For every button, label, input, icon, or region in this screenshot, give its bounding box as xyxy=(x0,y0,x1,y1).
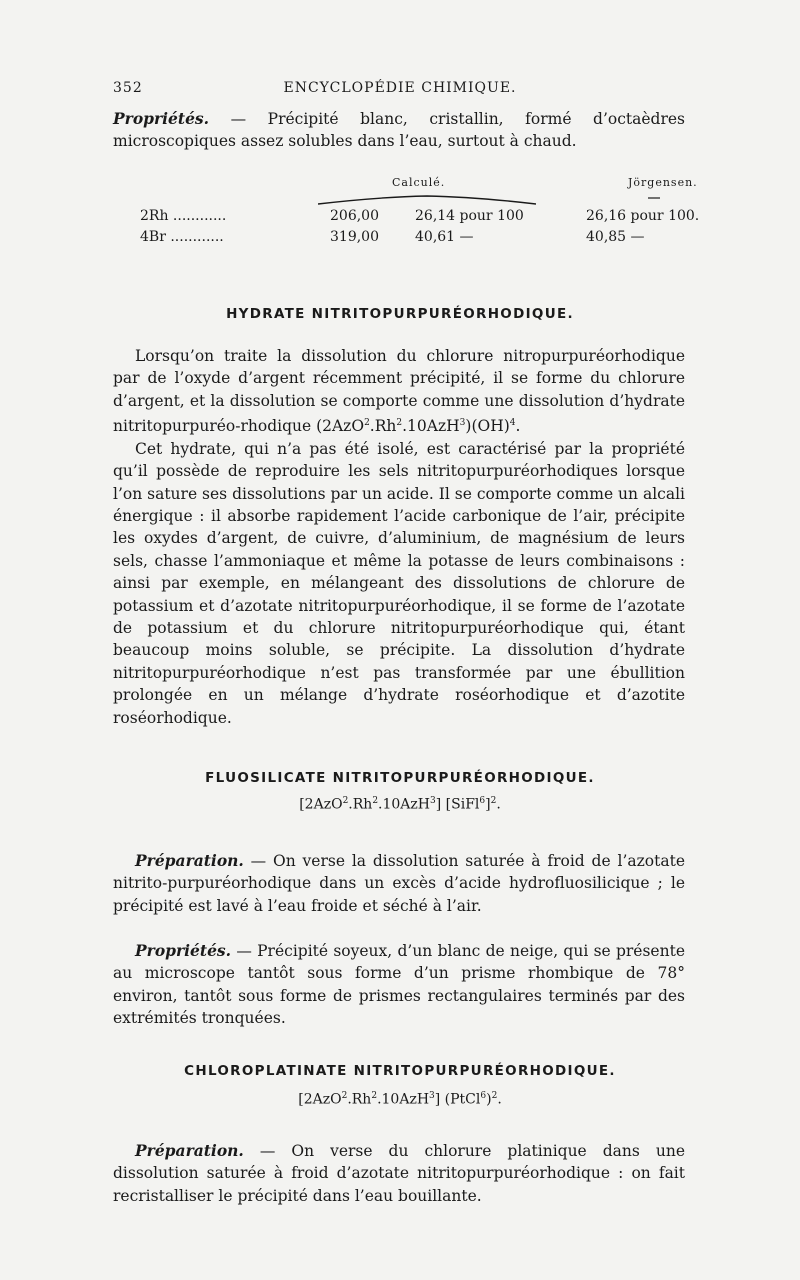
preparation-lead: Préparation. xyxy=(135,1141,244,1160)
intro-paragraph xyxy=(113,108,685,153)
fluosilicate-preparation xyxy=(113,850,685,917)
hydrate-paragraph-2: Cet hydrate, qui n’a pas été isolé, est caractérisé par la propriété qu’il possède de reproduire les sels nitritopurpuréorhodiques lorsque l’on sature ses dissolutions par un acide. Il se comporte comme un alcali énergique : il absorbe rapidement l’acide carbonique de l’air, précipite les oxydes d’argent, de cuivre, d’aluminium, de magnésium de leurs sels, chasse l’ammoniaque et même la potasse de leurs combinaisons : ainsi par exemple, en mélangeant des dissolutions de chlorure de potassium et d’azotate nitritopurpuréorhodique, il se forme de l’azotate de potassium et du chlorure nitritopurpuréorhodique qui, étant beaucoup moins soluble, se précipite. La dissolution d’hydrate nitritopurpuréorhodique n’est pas transformée par une ébullition prolongée en un mélange d’hydrate roséorhodique et d’azotite roséorhodique. xyxy=(113,439,685,727)
text-segment: )(OH) xyxy=(465,417,510,436)
intro-lead: Propriétés. xyxy=(113,109,210,128)
properties-lead: Propriétés. xyxy=(135,941,232,960)
formula-fluosilicate xyxy=(0,796,800,813)
superscript: 4 xyxy=(509,418,516,429)
table-cell: 26,14 pour 100 xyxy=(415,208,524,224)
intro-text: — Précipité blanc, cristallin, formé d’octaèdres microscopiques assez solubles dans l’eau, surtout à chaud. xyxy=(113,110,685,151)
superscript: 2 xyxy=(341,1091,348,1101)
brace-divider xyxy=(318,195,536,205)
page-number: 352 xyxy=(113,80,143,96)
table-cell: 319,00 xyxy=(330,229,379,245)
table-head-jorgensen: Jörgensen. xyxy=(628,176,698,189)
superscript: 3 xyxy=(459,418,466,429)
table-row-label: 4Br ............ xyxy=(140,229,224,245)
text-segment: .10AzH xyxy=(402,417,460,436)
table-cell: 26,16 pour 100. xyxy=(586,208,700,224)
superscript: 2 xyxy=(342,796,349,806)
running-title: ENCYCLOPÉDIE CHIMIQUE. xyxy=(283,80,517,96)
text-segment: .10AzH xyxy=(377,1091,430,1108)
table-cell: 40,85 — xyxy=(586,229,645,245)
chloroplatinate-preparation xyxy=(113,1140,685,1207)
section-heading-fluosilicate: FLUOSILICATE NITRITOPURPURÉORHODIQUE. xyxy=(205,770,595,786)
superscript: 2 xyxy=(396,418,403,429)
properties-text: — Précipité soyeux, d’un blanc de neige, qui se présente au microscope tantôt sous forme d’un prisme rhombique de 78° environ, tantôt sous forme de prismes rectangulaires terminés par des extrémités tronquées. xyxy=(113,942,685,1028)
superscript: 2 xyxy=(372,796,379,806)
text-segment: [2AzO xyxy=(298,1091,342,1108)
text-segment: ) xyxy=(486,1091,492,1108)
text-segment: .10AzH xyxy=(378,796,431,813)
text-segment: Lorsqu’on traite la dissolution du chlorure nitropurpuréorhodique par de l’oxyde d’argent récemment précipité, il se forme du chlorure d’argent, et la dissolution se comporte comme une dissolution d’hydrate nitritopurpuréo-rhodique (2AzO xyxy=(113,347,685,436)
superscript: 3 xyxy=(429,1091,435,1101)
hydrate-body xyxy=(113,345,685,729)
text-segment: .Rh xyxy=(348,796,373,813)
text-segment: .Rh xyxy=(347,1091,372,1108)
superscript: 2 xyxy=(371,1091,378,1101)
superscript: 2 xyxy=(364,418,370,429)
text-segment: . xyxy=(515,417,521,436)
section-heading-hydrate: HYDRATE NITRITOPURPURÉORHODIQUE. xyxy=(226,306,574,322)
section-heading-chloroplatinate: CHLOROPLATINATE NITRITOPURPURÉORHODIQUE. xyxy=(184,1063,616,1079)
formula-chloroplatinate xyxy=(0,1091,800,1108)
fluosilicate-properties xyxy=(113,940,685,1030)
table-cell: 206,00 xyxy=(330,208,379,224)
preparation-text: — On verse la dissolution saturée à froid de l’azotate nitrito-purpuréorhodique dans un excès d’acide hydrofluosilicique ; le précipité est lavé à l’eau froide et séché à l’air. xyxy=(113,852,685,915)
superscript: 2 xyxy=(491,1091,498,1101)
text-segment: [2AzO xyxy=(299,796,343,813)
superscript: 3 xyxy=(430,796,436,806)
text-segment: .Rh xyxy=(369,417,397,436)
preparation-lead: Préparation. xyxy=(135,851,244,870)
superscript: 2 xyxy=(490,796,497,806)
dash-mark xyxy=(648,196,660,200)
text-segment: . xyxy=(496,796,501,813)
superscript: 6 xyxy=(479,796,486,806)
text-segment: . xyxy=(497,1091,502,1108)
text-segment: ] (PtCl xyxy=(434,1091,481,1108)
preparation-text: — On verse du chlorure platinique dans une dissolution saturée à froid d’azotate nitritopurpuréorhodique : on fait recristalliser le précipité dans l’eau bouillante. xyxy=(113,1142,685,1205)
table-row-label: 2Rh ............ xyxy=(140,208,227,224)
table-cell: 40,61 — xyxy=(415,229,474,245)
text-segment: ] [SiFl xyxy=(435,796,480,813)
superscript: 6 xyxy=(480,1091,487,1101)
table-head-calcule: Calculé. xyxy=(392,176,446,189)
text-segment: ] xyxy=(485,796,491,813)
